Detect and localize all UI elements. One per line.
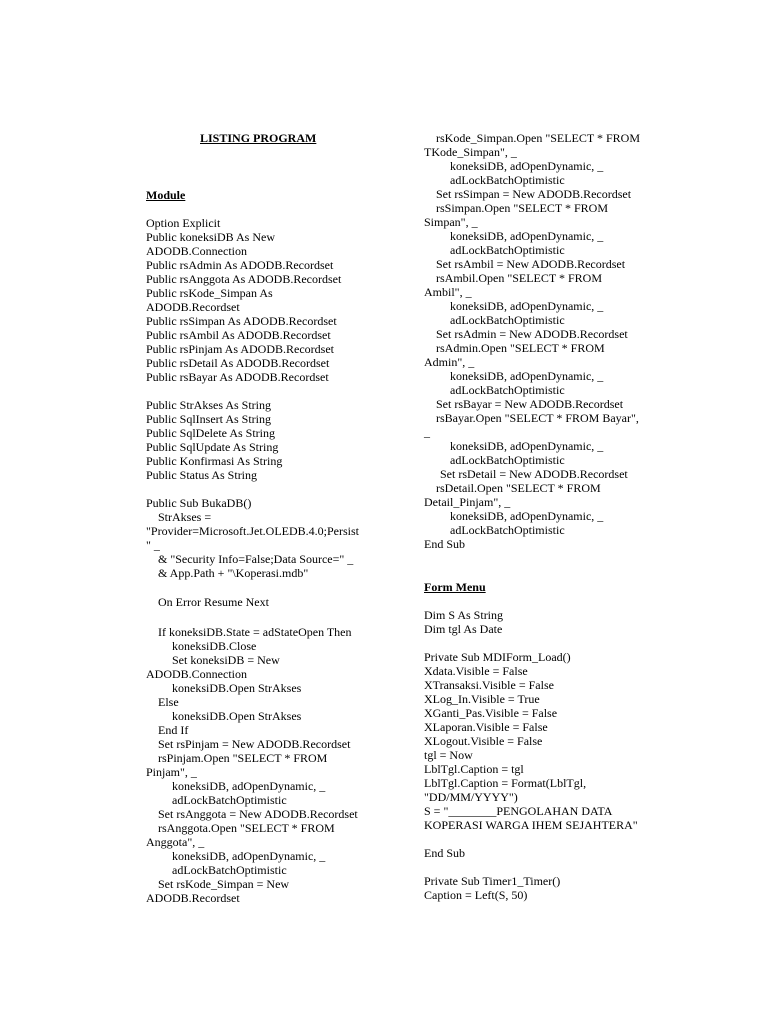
- code-line: adLockBatchOptimistic: [450, 523, 565, 537]
- code-line: koneksiDB, adOpenDynamic, _: [172, 779, 326, 793]
- code-line: Dim tgl As Date: [424, 622, 503, 636]
- code-line: & "Security Info=False;Data Source=" _: [158, 552, 354, 566]
- code-line: Else: [158, 695, 179, 709]
- code-line: LblTgl.Caption = tgl: [424, 762, 524, 776]
- code-line: Public rsPinjam As ADODB.Recordset: [146, 342, 334, 356]
- code-line: On Error Resume Next: [158, 595, 269, 609]
- code-line: Public rsKode_Simpan As: [146, 286, 273, 300]
- code-line: Public rsAnggota As ADODB.Recordset: [146, 272, 342, 286]
- code-line: Public koneksiDB As New: [146, 230, 275, 244]
- code-line: StrAkses =: [158, 510, 212, 524]
- code-line: Option Explicit: [146, 216, 221, 230]
- code-line: Public SqlDelete As String: [146, 426, 275, 440]
- section-heading-form-menu: Form Menu: [424, 580, 486, 594]
- code-line: adLockBatchOptimistic: [450, 313, 565, 327]
- code-line: Simpan", _: [424, 215, 478, 229]
- code-line: Dim S As String: [424, 608, 504, 622]
- code-line: LblTgl.Caption = Format(LblTgl,: [424, 776, 587, 790]
- code-line: Admin", _: [424, 355, 475, 369]
- code-line: TKode_Simpan", _: [424, 145, 517, 159]
- code-line: Set rsBayar = New ADODB.Recordset: [436, 397, 624, 411]
- code-line: koneksiDB, adOpenDynamic, _: [450, 159, 604, 173]
- code-line: Set rsAmbil = New ADODB.Recordset: [436, 257, 626, 271]
- code-line: koneksiDB, adOpenDynamic, _: [450, 509, 604, 523]
- code-line: Set rsAnggota = New ADODB.Recordset: [158, 807, 358, 821]
- code-line: rsAnggota.Open "SELECT * FROM: [158, 821, 335, 835]
- code-line: adLockBatchOptimistic: [450, 243, 565, 257]
- code-line: Public SqlUpdate As String: [146, 440, 279, 454]
- code-line: koneksiDB, adOpenDynamic, _: [450, 369, 604, 383]
- code-line: rsAmbil.Open "SELECT * FROM: [436, 271, 603, 285]
- code-line: koneksiDB.Open StrAkses: [172, 709, 302, 723]
- code-line: Public rsAmbil As ADODB.Recordset: [146, 328, 331, 342]
- code-line: koneksiDB, adOpenDynamic, _: [450, 229, 604, 243]
- code-line: " _: [146, 538, 160, 552]
- code-line: rsBayar.Open "SELECT * FROM Bayar",: [436, 411, 639, 425]
- code-line: Public StrAkses As String: [146, 398, 272, 412]
- code-line: koneksiDB, adOpenDynamic, _: [172, 849, 326, 863]
- code-line: Public Status As String: [146, 468, 258, 482]
- section-heading-module: Module: [146, 188, 186, 202]
- code-line: "DD/MM/YYYY"): [424, 790, 518, 804]
- code-line: Private Sub MDIForm_Load(): [424, 650, 571, 664]
- code-line: rsPinjam.Open "SELECT * FROM: [158, 751, 328, 765]
- code-line: If koneksiDB.State = adStateOpen Then: [158, 625, 352, 639]
- code-line: & App.Path + "\Koperasi.mdb": [158, 566, 309, 580]
- code-line: End If: [158, 723, 189, 737]
- code-line: Set koneksiDB = New: [172, 653, 280, 667]
- code-line: Public rsSimpan As ADODB.Recordset: [146, 314, 337, 328]
- code-line: Caption = Left(S, 50): [424, 888, 528, 902]
- code-line: Public Konfirmasi As String: [146, 454, 283, 468]
- code-line: Public rsBayar As ADODB.Recordset: [146, 370, 329, 384]
- code-line: End Sub: [424, 846, 466, 860]
- code-line: Set rsDetail = New ADODB.Recordset: [440, 467, 628, 481]
- code-line: rsAdmin.Open "SELECT * FROM: [436, 341, 605, 355]
- code-line: Set rsSimpan = New ADODB.Recordset: [436, 187, 632, 201]
- code-line: koneksiDB.Close: [172, 639, 257, 653]
- code-line: Public Sub BukaDB(): [146, 496, 252, 510]
- code-line: Anggota", _: [146, 835, 205, 849]
- code-line: Pinjam", _: [146, 765, 197, 779]
- code-line: _: [424, 425, 430, 439]
- code-line: adLockBatchOptimistic: [450, 453, 565, 467]
- code-line: Private Sub Timer1_Timer(): [424, 874, 561, 888]
- code-line: adLockBatchOptimistic: [450, 383, 565, 397]
- code-line: Set rsKode_Simpan = New: [158, 877, 290, 891]
- code-line: Set rsPinjam = New ADODB.Recordset: [158, 737, 351, 751]
- code-line: XGanti_Pas.Visible = False: [424, 706, 558, 720]
- code-line: adLockBatchOptimistic: [450, 173, 565, 187]
- code-line: XTransaksi.Visible = False: [424, 678, 554, 692]
- code-line: Public rsAdmin As ADODB.Recordset: [146, 258, 334, 272]
- code-line: KOPERASI WARGA IHEM SEJAHTERA": [424, 818, 638, 832]
- code-line: S = "________PENGOLAHAN DATA: [424, 804, 613, 818]
- code-line: koneksiDB, adOpenDynamic, _: [450, 299, 604, 313]
- code-line: adLockBatchOptimistic: [172, 863, 287, 877]
- code-line: ADODB.Recordset: [146, 891, 240, 905]
- code-line: tgl = Now: [424, 748, 473, 762]
- code-line: XLogout.Visible = False: [424, 734, 543, 748]
- code-line: Public SqlInsert As String: [146, 412, 272, 426]
- code-line: Ambil", _: [424, 285, 472, 299]
- code-line: XLaporan.Visible = False: [424, 720, 548, 734]
- code-line: koneksiDB.Open StrAkses: [172, 681, 302, 695]
- code-line: "Provider=Microsoft.Jet.OLEDB.4.0;Persist: [146, 524, 359, 538]
- code-line: ADODB.Recordset: [146, 300, 240, 314]
- code-line: ADODB.Connection: [146, 244, 247, 258]
- code-line: XLog_In.Visible = True: [424, 692, 540, 706]
- code-line: koneksiDB, adOpenDynamic, _: [450, 439, 604, 453]
- code-line: ADODB.Connection: [146, 667, 247, 681]
- code-line: rsSimpan.Open "SELECT * FROM: [436, 201, 609, 215]
- code-line: End Sub: [424, 537, 466, 551]
- code-line: Public rsDetail As ADODB.Recordset: [146, 356, 330, 370]
- section-heading-listing-program: LISTING PROGRAM: [200, 131, 317, 145]
- code-line: Detail_Pinjam", _: [424, 495, 511, 509]
- code-line: rsKode_Simpan.Open "SELECT * FROM: [436, 131, 641, 145]
- code-line: Xdata.Visible = False: [424, 664, 528, 678]
- code-line: rsDetail.Open "SELECT * FROM: [436, 481, 601, 495]
- code-line: Set rsAdmin = New ADODB.Recordset: [436, 327, 628, 341]
- code-line: adLockBatchOptimistic: [172, 793, 287, 807]
